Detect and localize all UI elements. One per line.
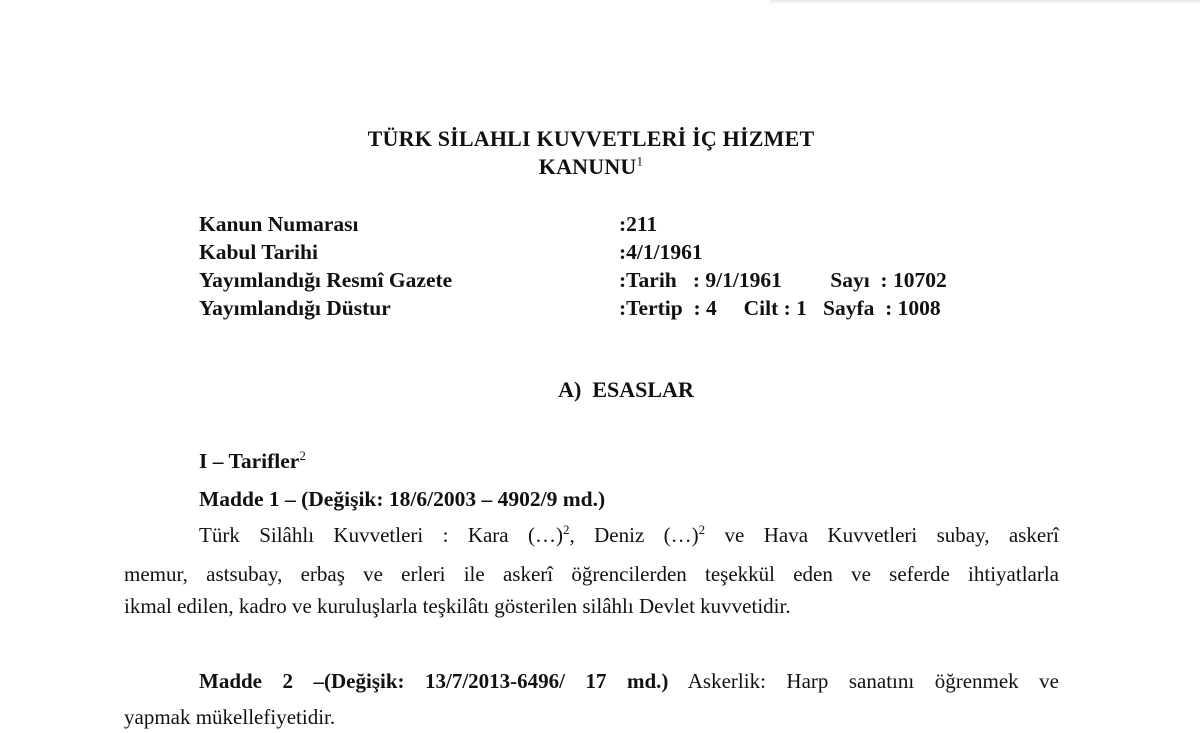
meta-label-law-number: Kanun Numarası bbox=[199, 212, 359, 236]
article-2-line-1 bbox=[199, 669, 1059, 694]
title-text-2: KANUNU bbox=[538, 154, 637, 179]
section-heading: A) ESASLAR bbox=[558, 377, 694, 402]
meta-label-acceptance-date: Kabul Tarihi bbox=[199, 240, 318, 264]
meta-label-dustur: Yayımlandığı Düstur bbox=[199, 296, 391, 320]
article-1-footnote-marker-2: 2 bbox=[698, 522, 706, 537]
subsection-heading bbox=[199, 449, 306, 474]
subsection-footnote-marker: 2 bbox=[299, 447, 306, 463]
article-1-line-2: memur, astsubay, erbaş ve erleri ile askerî öğrencilerden teşekkül eden ve seferde ihtiyatlarla bbox=[124, 562, 1059, 586]
title-footnote-marker: 1 bbox=[636, 153, 644, 169]
article-1-line-1-part-3: ve Hava Kuvvetleri subay, askerî bbox=[705, 523, 1059, 547]
article-1-line-1 bbox=[199, 523, 1059, 548]
article-2-line-2: yapmak mükellefiyetidir. bbox=[124, 705, 336, 729]
article-1-line-1-part-2: , Deniz (…) bbox=[569, 523, 699, 547]
window-edge-shadow bbox=[770, 0, 1200, 4]
article-1-footnote-marker-1: 2 bbox=[563, 522, 570, 537]
meta-label-official-gazette: Yayımlandığı Resmî Gazete bbox=[199, 268, 453, 292]
article-2-heading: Madde 2 –(Değişik: 13/7/2013-6496/ 17 md.) bbox=[199, 669, 669, 693]
subsection-heading-text: I – Tarifler bbox=[199, 449, 300, 473]
meta-value-official-gazette: :Tarih : 9/1/1961 Sayı : 10702 bbox=[619, 268, 947, 292]
meta-value-acceptance-date: :4/1/1961 bbox=[619, 240, 703, 264]
meta-value-law-number: :211 bbox=[619, 212, 658, 236]
document-title-line-2 bbox=[0, 154, 1182, 180]
meta-value-dustur: :Tertip : 4 Cilt : 1 Sayfa : 1008 bbox=[619, 296, 941, 320]
article-1-heading: Madde 1 – (Değişik: 18/6/2003 – 4902/9 md.) bbox=[199, 487, 606, 511]
document-title-line-1 bbox=[0, 126, 1182, 152]
article-1-line-3: ikmal edilen, kadro ve kuruluşlarla teşkilâtı gösterilen silâhlı Devlet kuvvetidir. bbox=[124, 594, 791, 618]
article-1-line-1-part-1: Türk Silâhlı Kuvvetleri : Kara (…) bbox=[199, 523, 563, 547]
title-text-1: TÜRK SİLAHLI KUVVETLERİ İÇ HİZMET bbox=[367, 126, 815, 151]
article-2-line-1-text: Askerlik: Harp sanatını öğrenmek ve bbox=[668, 669, 1059, 693]
